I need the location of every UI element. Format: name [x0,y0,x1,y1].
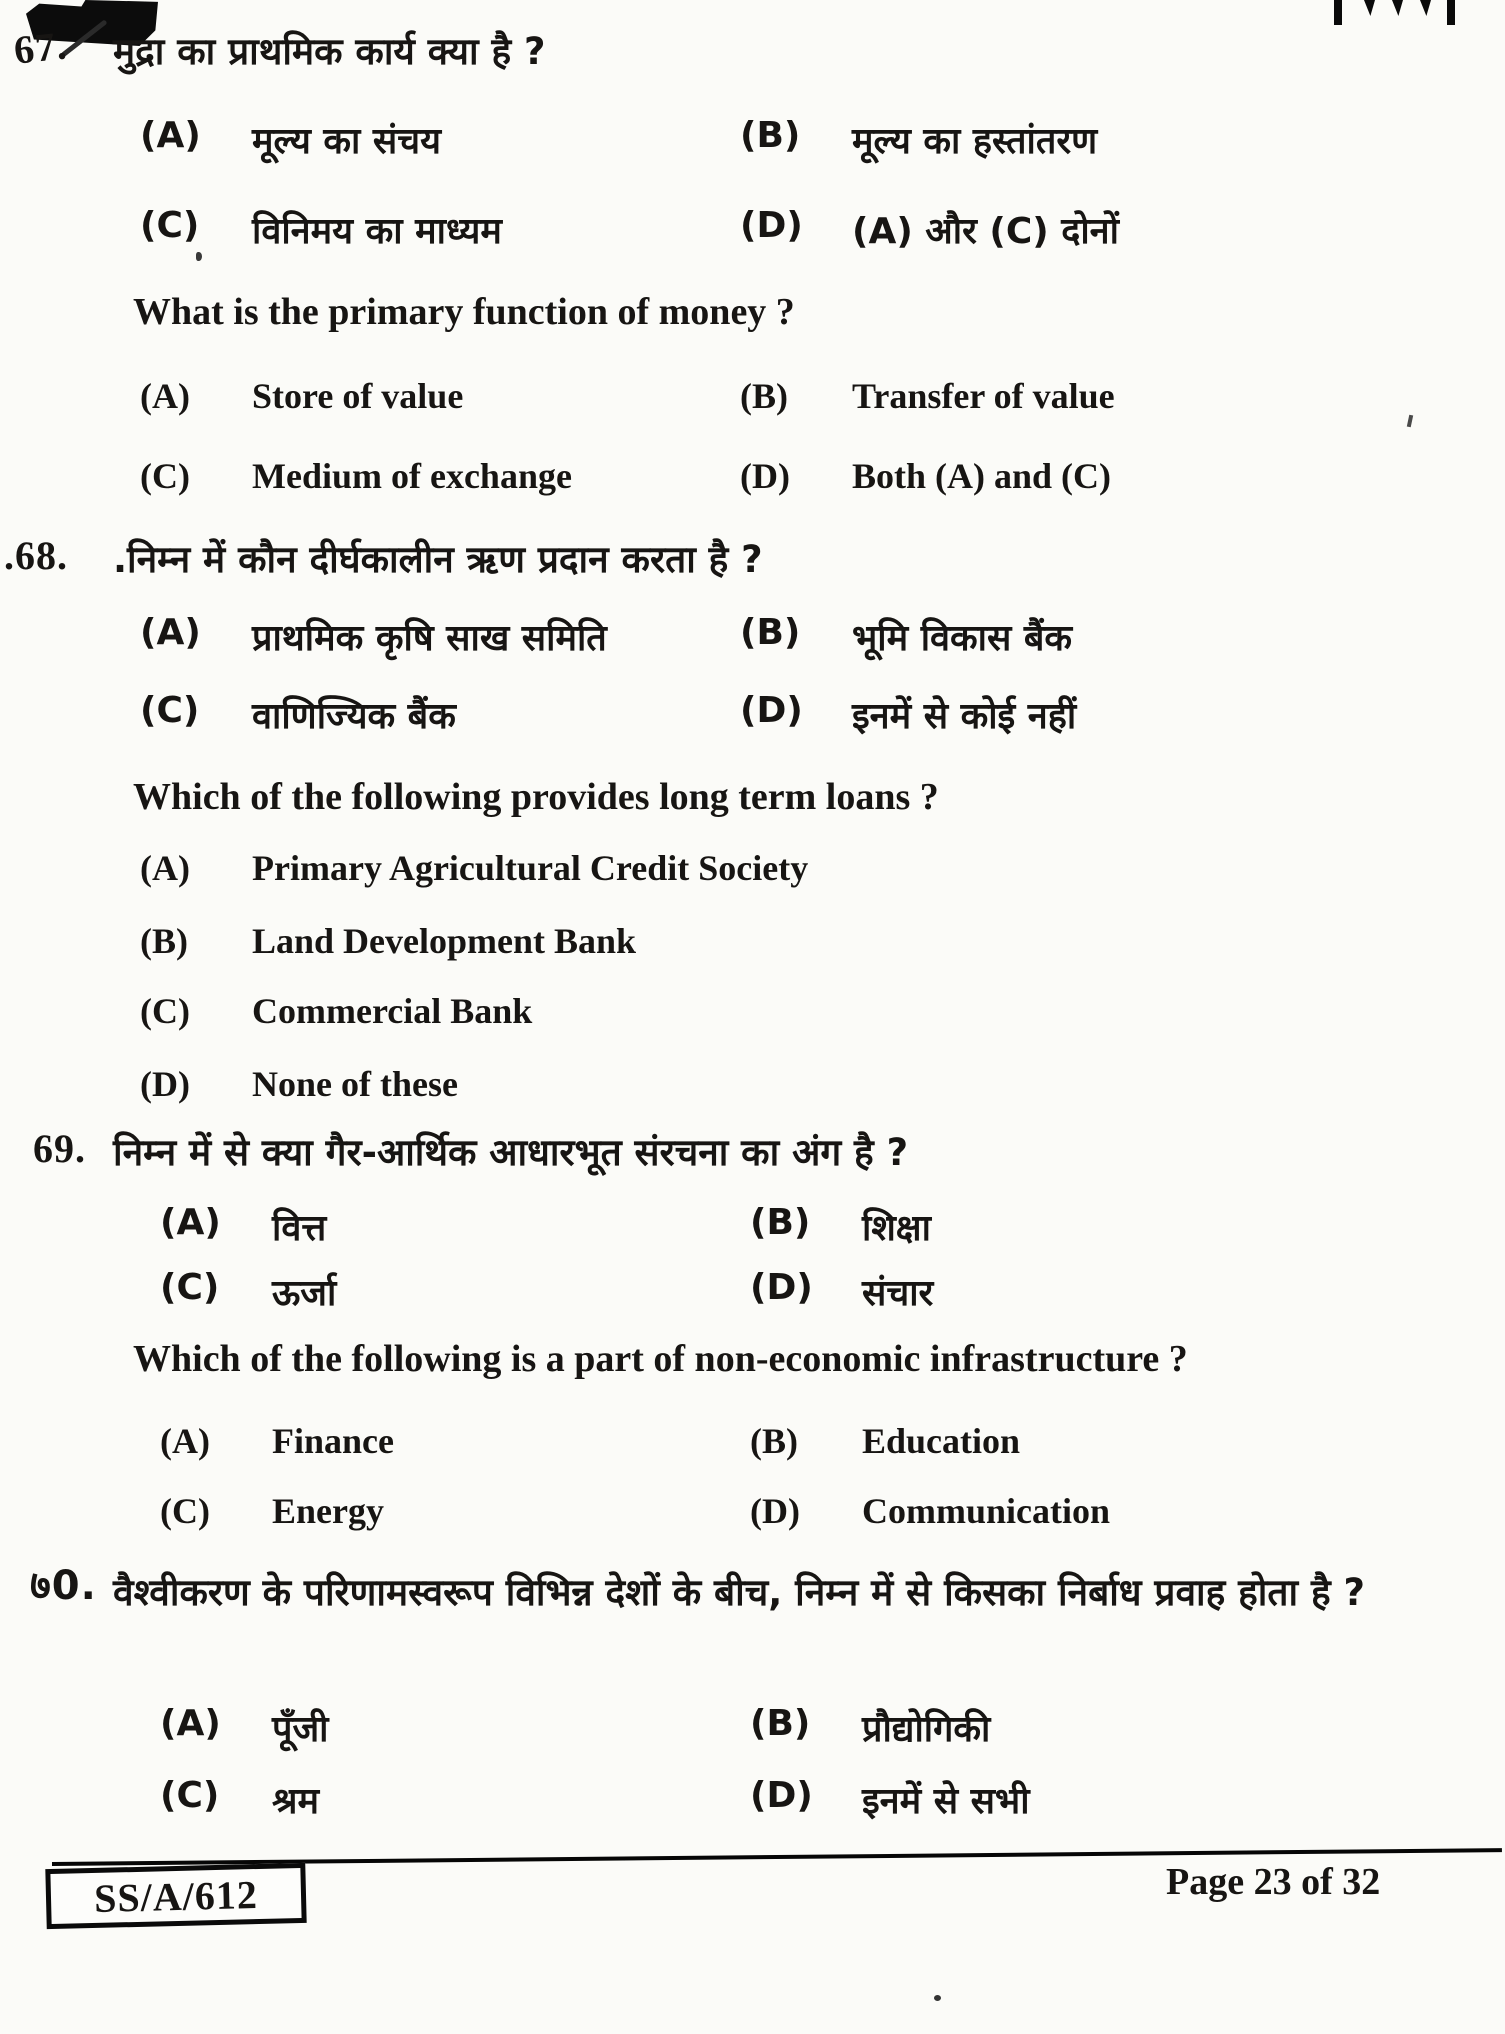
option-69-a [160,1202,326,1251]
option-text: Communication [862,1491,1111,1531]
option-68-b [740,612,1072,661]
option-text: भूमि विकास बैंक [852,618,1073,659]
option-70-b [750,1703,990,1752]
option-text: मूल्य का हस्तांतरण [852,121,1098,162]
option-label: (C) [160,1775,220,1816]
options-row [0,920,1505,982]
option-text: Education [862,1421,1021,1461]
option-67-b-en [740,375,1115,417]
option-label: (B) [740,612,801,653]
option-67-a [140,115,441,164]
option-label: (C) [140,456,190,496]
option-label: (A) [140,376,190,416]
option-text: ऊर्जा [272,1273,337,1314]
option-text: Store of value [252,376,464,416]
option-68-a-en [140,847,808,889]
question-text-english: What is the primary function of money ? [133,291,795,333]
scan-speck [934,1995,941,2001]
corner-mark-bar [1334,0,1342,25]
option-label: (D) [140,1064,190,1104]
option-label: (C) [160,1267,220,1308]
option-label: (C) [140,690,200,731]
options-row [0,612,1505,674]
option-text: Transfer of value [852,376,1115,416]
option-text: वाणिज्यिक बैंक [252,696,456,737]
option-label: (B) [750,1202,811,1243]
option-label: (A) [140,115,201,156]
option-label: (D) [740,690,803,731]
option-label: (A) [140,848,190,888]
option-68-d [740,690,1076,739]
option-label: (B) [740,115,801,156]
question-number: 67. [11,22,70,73]
option-label: (C) [140,205,200,246]
option-text: श्रम [272,1781,320,1822]
option-text: इनमें से कोई नहीं [852,696,1077,737]
option-label: (A) [160,1421,210,1461]
option-text: शिक्षा [862,1208,931,1249]
option-text: Energy [272,1491,384,1531]
option-69-d-en [750,1490,1110,1532]
question-text-english: Which of the following is a part of non-economic infrastructure ? [133,1338,1188,1380]
option-text: None of these [252,1064,458,1104]
option-67-b [740,115,1097,164]
options-row [0,1420,1505,1482]
question-70 [0,1556,1505,1836]
option-69-a-en [160,1420,394,1462]
question-68 [0,532,1505,1157]
option-67-a-en [140,375,463,417]
option-text: इनमें से सभी [862,1781,1030,1822]
option-68-c-en [140,990,532,1032]
question-text-hindi: .निम्न में कौन दीर्घकालीन ऋण प्रदान करता है ? [113,538,763,581]
option-label: (C) [160,1491,210,1531]
question-67 [0,24,1505,529]
option-text: प्राथमिक कृषि साख समिति [252,618,607,659]
options-row [0,115,1505,177]
option-label: (D) [740,205,803,246]
options-row [0,990,1505,1052]
option-text: (A) और (C) दोनों [852,211,1119,252]
question-69 [0,1125,1505,1557]
question-number: .68. [4,533,68,578]
page-number-label: Page 23 of 32 [1166,1861,1381,1903]
options-row [0,847,1505,909]
options-row [0,690,1505,752]
question-number: ७0. [30,1563,97,1609]
option-label: (C) [140,991,190,1031]
option-label: (B) [750,1421,798,1461]
corner-mark-tick [1420,0,1431,16]
option-label: (D) [750,1267,813,1308]
option-67-c-en [140,455,572,497]
options-row [0,1202,1505,1264]
options-row [0,1063,1505,1125]
option-69-b-en [750,1420,1020,1462]
option-68-b-en [140,920,636,962]
option-text: विनिमय का माध्यम [252,211,502,252]
question-number: 69. [33,1126,86,1171]
option-68-c [140,690,456,739]
booklet-code: SS/A/612 [93,1871,259,1921]
option-label: (B) [140,921,188,961]
option-label: (B) [740,376,788,416]
option-70-a [160,1703,328,1752]
option-68-a [140,612,607,661]
question-text-hindi: मुद्रा का प्राथमिक कार्य क्या है ? [113,30,546,73]
option-text: Commercial Bank [252,991,533,1031]
question-text-hindi: निम्न में से क्या गैर-आर्थिक आधारभूत संरचना का अंग है ? [113,1131,909,1174]
option-69-d [750,1267,933,1316]
option-70-d [750,1775,1030,1824]
question-text-english: Which of the following provides long term loans ? [133,776,939,818]
option-70-c [160,1775,319,1824]
option-67-c [140,205,502,254]
option-67-d [740,205,1119,254]
corner-mark-tick [1364,0,1375,16]
option-label: (A) [140,612,201,653]
option-69-b [750,1202,931,1251]
question-text-hindi: वैश्वीकरण के परिणामस्वरूप विभिन्न देशों के बीच, निम्न में से किसका निर्बाध प्रवाह होता है ? [113,1571,1365,1614]
option-label: (D) [750,1775,813,1816]
option-text: मूल्य का संचय [252,121,441,162]
option-text: वित्त [272,1208,327,1249]
option-text: प्रौद्योगिकी [862,1709,991,1750]
options-row [0,375,1505,437]
options-row [0,1267,1505,1329]
booklet-code-box [45,1863,306,1929]
option-text: Primary Agricultural Credit Society [252,848,809,888]
option-text: पूँजी [272,1709,329,1750]
option-text: संचार [862,1273,934,1314]
option-label: (B) [750,1703,811,1744]
option-label: (A) [160,1703,221,1744]
options-row [0,1490,1505,1552]
options-row [0,1775,1505,1837]
option-text: Both (A) and (C) [852,456,1112,496]
options-row [0,205,1505,267]
option-68-d-en [140,1063,458,1105]
options-row [0,1703,1505,1765]
option-text: Medium of exchange [252,456,572,496]
option-67-d-en [740,455,1111,497]
option-label: (D) [750,1491,800,1531]
option-label: (D) [740,456,790,496]
option-text: Land Development Bank [252,921,637,961]
option-label: (A) [160,1202,221,1243]
option-69-c-en [160,1490,384,1532]
option-69-c [160,1267,336,1316]
corner-mark-bar [1447,0,1455,25]
option-text: Finance [272,1421,394,1461]
corner-mark-tick [1392,0,1403,16]
options-row [0,455,1505,517]
